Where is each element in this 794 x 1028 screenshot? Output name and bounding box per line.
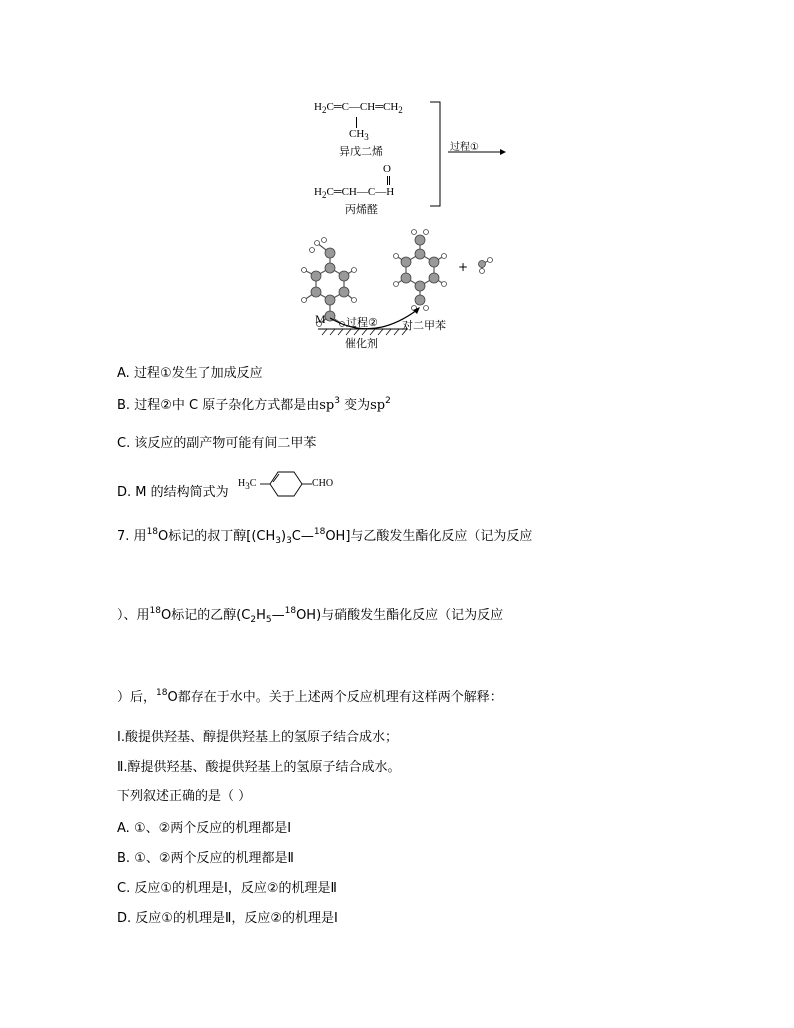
q7-line1: 7. 用$^{18}$O标记的叔丁醇$[(CH_3)_3C—^{18}OH]$与乙酸发生酯化反应（记为反应: [117, 527, 533, 546]
q6-option-b: B. 过程②中 C 原子杂化方式都是由$sp^3$ 变为$sp^2$: [117, 396, 391, 413]
m-structure-ring: [260, 468, 316, 502]
acrolein-formula: $H_2C═CH—C—H$: [314, 186, 395, 200]
acrolein-name: 丙烯醛: [345, 203, 378, 216]
process1-bracket-arrow: [428, 100, 508, 210]
carbonyl-bond: [387, 176, 390, 185]
q7-option-d: D. 反应①的机理是Ⅱ，反应②的机理是Ⅰ: [117, 911, 338, 926]
q6-option-a: A. 过程①发生了加成反应: [117, 366, 263, 381]
q7-prompt: 下列叙述正确的是（ ）: [117, 789, 252, 804]
q7-line2: ）、用$^{18}$O标记的乙醇$(C_2H_5—^{18}OH)$与硝酸发生酯化反应（记为反应: [117, 606, 504, 625]
q7-option-b: B. ①、②两个反应的机理都是Ⅱ: [117, 851, 294, 866]
q7-explanation-2: Ⅱ.醇提供羟基、酸提供羟基上的氢原子结合成水。: [117, 760, 401, 775]
q7-option-a: A. ①、②两个反应的机理都是Ⅰ: [117, 821, 292, 836]
q7-explanation-1: Ⅰ.酸提供羟基、醇提供羟基上的氢原子结合成水；: [117, 730, 398, 745]
catalyst-label: 催化剂: [345, 337, 378, 350]
q6-option-d: D. M 的结构简式为: [117, 485, 229, 500]
methyl-bond: [356, 117, 357, 128]
acrolein-oxygen: O: [383, 163, 391, 175]
plus-sign: +: [458, 260, 469, 274]
isoprene-formula: $H_2C═C—CH═CH_2$: [314, 101, 403, 115]
process1-label: 过程①: [450, 142, 479, 153]
m-label: M: [315, 312, 326, 326]
process2-label: 过程②: [346, 316, 378, 329]
isoprene-methyl: $CH_3$: [349, 128, 369, 142]
q6-option-c: C. 该反应的副产物可能有间二甲苯: [117, 436, 317, 451]
product-label: 对二甲苯: [402, 319, 446, 332]
m-structure-methyl: $H_3C$: [238, 478, 257, 491]
isoprene-name: 异戊二烯: [339, 145, 383, 158]
q7-line3: ）后，$^{18}$O都存在于水中。关于上述两个反应机理有这样两个解释：: [117, 688, 503, 705]
q7-option-c: C. 反应①的机理是Ⅰ，反应②的机理是Ⅱ: [117, 881, 337, 896]
m-structure-cho: CHO: [312, 478, 334, 489]
